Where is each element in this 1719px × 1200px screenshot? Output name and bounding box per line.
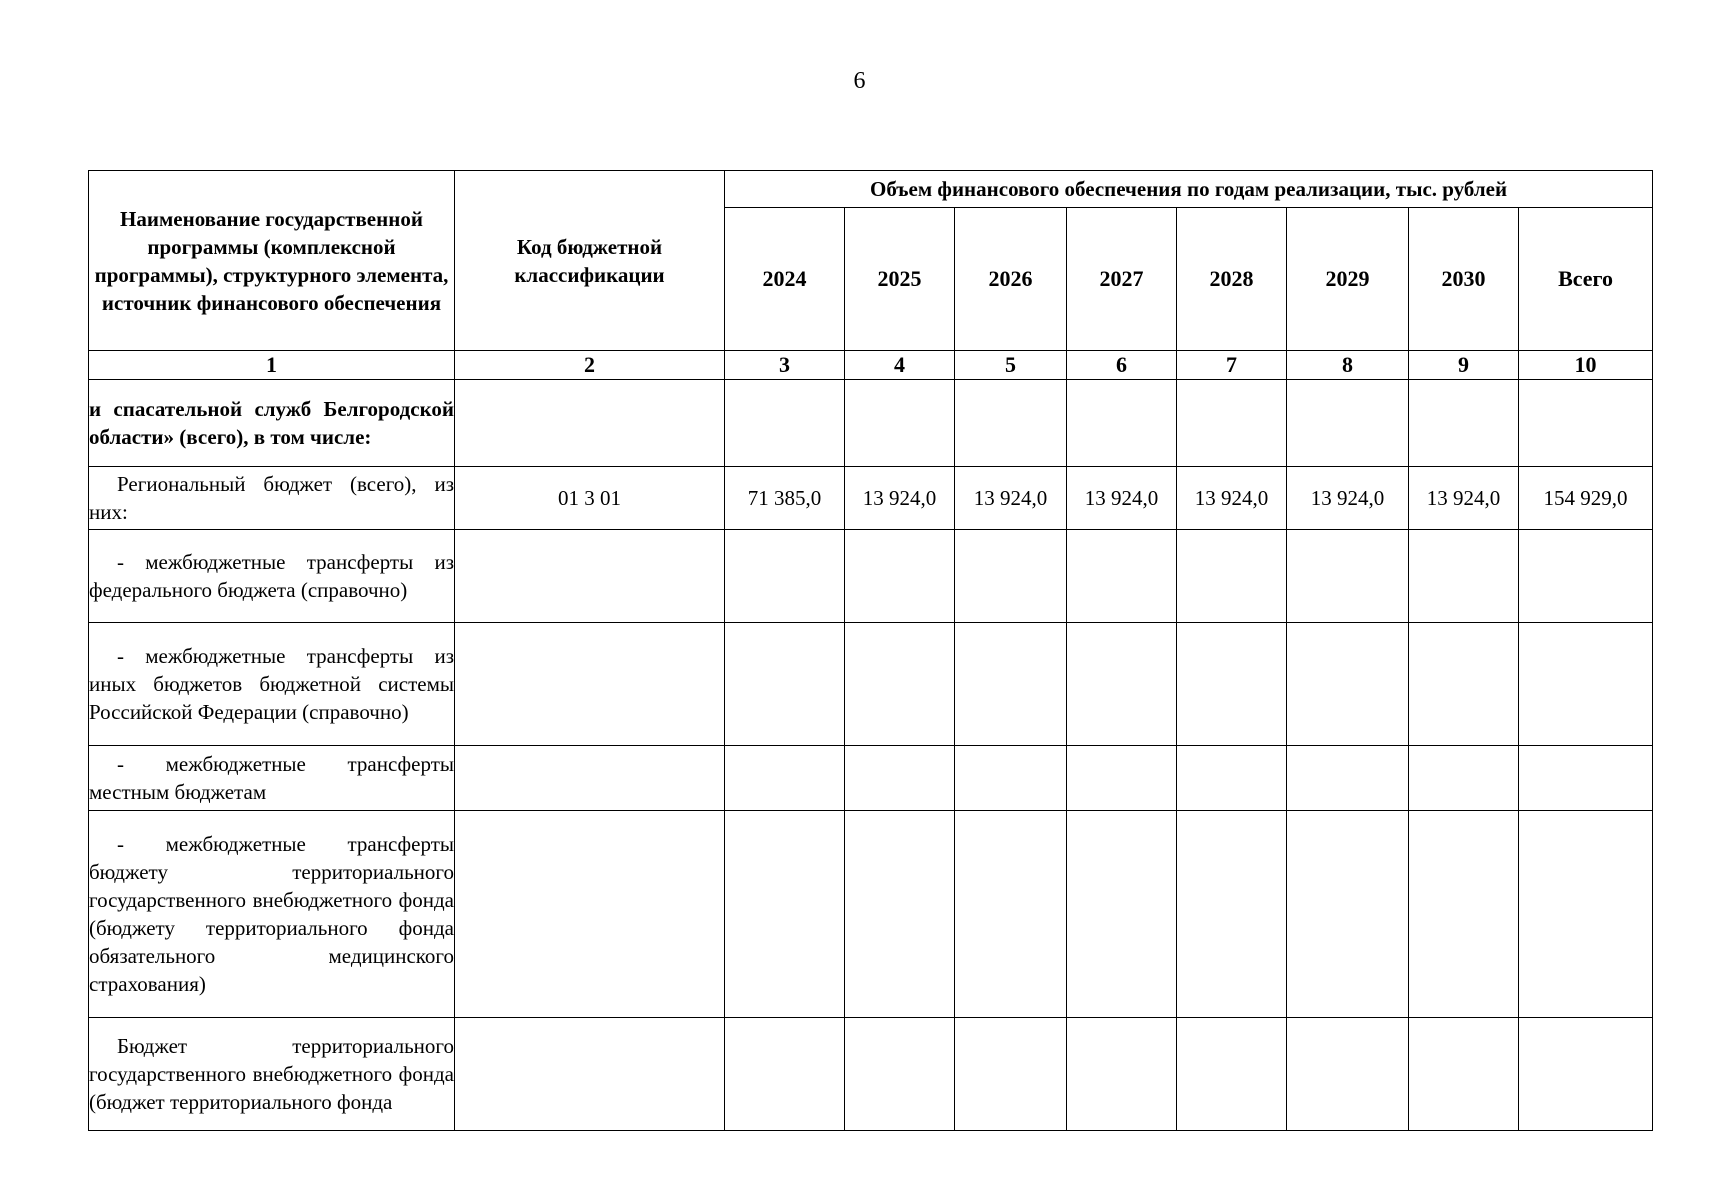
column-number: 8 bbox=[1287, 351, 1409, 380]
column-number: 3 bbox=[725, 351, 845, 380]
column-number: 5 bbox=[955, 351, 1067, 380]
row-value bbox=[955, 1018, 1067, 1131]
column-number: 2 bbox=[455, 351, 725, 380]
column-number: 10 bbox=[1519, 351, 1653, 380]
row-value bbox=[845, 623, 955, 746]
row-value: 13 924,0 bbox=[1067, 467, 1177, 530]
row-value bbox=[1177, 380, 1287, 467]
row-value bbox=[725, 746, 845, 811]
row-value bbox=[955, 623, 1067, 746]
row-value bbox=[1519, 380, 1653, 467]
row-value bbox=[1067, 1018, 1177, 1131]
table-row bbox=[89, 467, 1653, 530]
table-row bbox=[89, 623, 1653, 746]
row-value bbox=[725, 1018, 845, 1131]
row-value bbox=[1409, 380, 1519, 467]
row-value bbox=[955, 380, 1067, 467]
row-value bbox=[955, 530, 1067, 623]
table-row bbox=[89, 746, 1653, 811]
row-value bbox=[1287, 811, 1409, 1018]
header-name: Наименование государственной программы (комплексной программы), структурного элемента, источник финансового обеспечения bbox=[89, 171, 455, 351]
table-row bbox=[89, 380, 1653, 467]
column-number: 6 bbox=[1067, 351, 1177, 380]
row-value bbox=[1177, 530, 1287, 623]
row-name: и спасательной служб Белгородской области» (всего), в том числе: bbox=[89, 380, 455, 467]
header-year-2024: 2024 bbox=[725, 208, 845, 351]
header-code: Код бюджетной классификации bbox=[455, 171, 725, 351]
row-value bbox=[1409, 1018, 1519, 1131]
header-total: Всего bbox=[1519, 208, 1653, 351]
row-name: - межбюджетные трансферты из иных бюджетов бюджетной системы Российской Федерации (справочно) bbox=[89, 623, 455, 746]
header-year-2026: 2026 bbox=[955, 208, 1067, 351]
header-year-2029: 2029 bbox=[1287, 208, 1409, 351]
row-value bbox=[845, 1018, 955, 1131]
row-value bbox=[845, 380, 955, 467]
table-row bbox=[89, 811, 1653, 1018]
row-value bbox=[1287, 623, 1409, 746]
row-value: 13 924,0 bbox=[955, 467, 1067, 530]
row-code bbox=[455, 530, 725, 623]
row-code bbox=[455, 746, 725, 811]
row-value bbox=[1519, 530, 1653, 623]
row-value bbox=[1067, 530, 1177, 623]
row-value bbox=[1519, 1018, 1653, 1131]
row-value bbox=[725, 623, 845, 746]
row-value bbox=[1177, 1018, 1287, 1131]
row-value bbox=[955, 746, 1067, 811]
table-row bbox=[89, 530, 1653, 623]
header-year-2028: 2028 bbox=[1177, 208, 1287, 351]
row-name: Бюджет территориального государственного внебюджетного фонда (бюджет территориального фонда bbox=[89, 1018, 455, 1131]
row-value bbox=[1287, 380, 1409, 467]
row-value bbox=[845, 746, 955, 811]
row-value bbox=[1409, 811, 1519, 1018]
row-code bbox=[455, 811, 725, 1018]
row-value: 71 385,0 bbox=[725, 467, 845, 530]
row-value bbox=[1519, 746, 1653, 811]
row-value bbox=[1519, 811, 1653, 1018]
row-name: Региональный бюджет (всего), из них: bbox=[89, 467, 455, 530]
row-value bbox=[845, 811, 955, 1018]
column-number: 9 bbox=[1409, 351, 1519, 380]
column-number-row bbox=[89, 351, 1653, 380]
row-value bbox=[1067, 623, 1177, 746]
row-value bbox=[955, 811, 1067, 1018]
row-value bbox=[1177, 746, 1287, 811]
page-number: 6 bbox=[853, 68, 866, 94]
row-value bbox=[725, 811, 845, 1018]
row-value: 13 924,0 bbox=[845, 467, 955, 530]
row-name: - межбюджетные трансферты из федерального бюджета (справочно) bbox=[89, 530, 455, 623]
row-value bbox=[845, 530, 955, 623]
row-value bbox=[1287, 746, 1409, 811]
row-code bbox=[455, 380, 725, 467]
header-year-2030: 2030 bbox=[1409, 208, 1519, 351]
row-value: 13 924,0 bbox=[1409, 467, 1519, 530]
column-number: 7 bbox=[1177, 351, 1287, 380]
row-name: - межбюджетные трансферты местным бюджетам bbox=[89, 746, 455, 811]
header-year-2027: 2027 bbox=[1067, 208, 1177, 351]
table-row bbox=[89, 1018, 1653, 1131]
row-value bbox=[1287, 1018, 1409, 1131]
row-code bbox=[455, 623, 725, 746]
row-value: 13 924,0 bbox=[1177, 467, 1287, 530]
row-value bbox=[1519, 623, 1653, 746]
row-name: - межбюджетные трансферты бюджету территориального государственного внебюджетного фонда (бюджету территориального фонда обязательного медицинского страхования) bbox=[89, 811, 455, 1018]
column-number: 4 bbox=[845, 351, 955, 380]
column-number: 1 bbox=[89, 351, 455, 380]
row-value bbox=[1067, 746, 1177, 811]
row-value: 154 929,0 bbox=[1519, 467, 1653, 530]
header-year-2025: 2025 bbox=[845, 208, 955, 351]
row-value bbox=[725, 380, 845, 467]
row-value bbox=[1067, 811, 1177, 1018]
row-value bbox=[1177, 811, 1287, 1018]
row-value bbox=[1409, 746, 1519, 811]
row-value bbox=[1409, 530, 1519, 623]
row-value bbox=[1177, 623, 1287, 746]
row-value bbox=[725, 530, 845, 623]
row-value bbox=[1287, 530, 1409, 623]
budget-table bbox=[88, 170, 1653, 1131]
header-group: Объем финансового обеспечения по годам реализации, тыс. рублей bbox=[725, 171, 1653, 208]
row-code: 01 3 01 bbox=[455, 467, 725, 530]
row-code bbox=[455, 1018, 725, 1131]
row-value bbox=[1409, 623, 1519, 746]
row-value bbox=[1067, 380, 1177, 467]
row-value: 13 924,0 bbox=[1287, 467, 1409, 530]
